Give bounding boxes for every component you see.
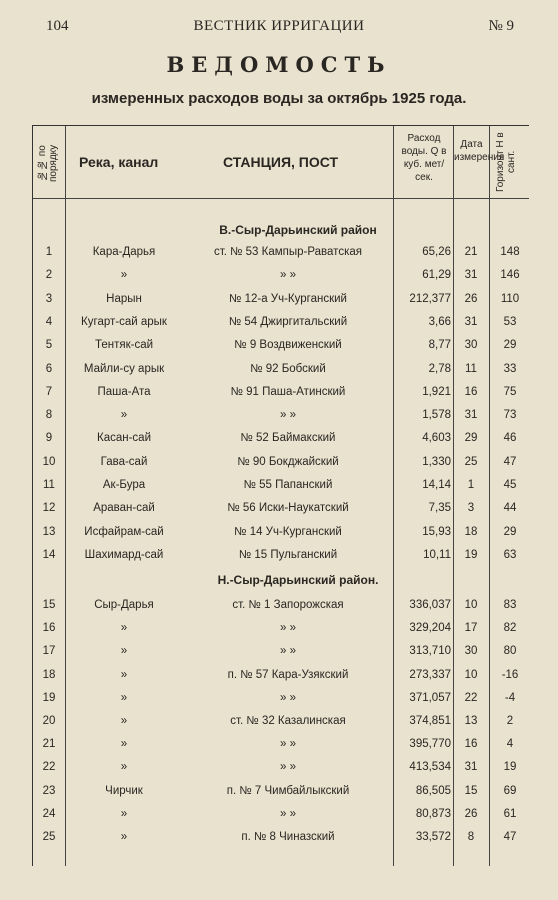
measure-date: 26 xyxy=(464,807,478,820)
flow-table xyxy=(32,125,529,866)
row-number: 4 xyxy=(45,315,53,328)
river-name: Араван-сай xyxy=(93,502,155,515)
measure-date: 10 xyxy=(464,668,478,681)
flow-value: 313,710 xyxy=(409,645,451,658)
issue-number: № 9 xyxy=(488,18,514,34)
flow-value: 14,14 xyxy=(422,479,451,491)
measure-date: 13 xyxy=(464,715,478,727)
measure-date: 30 xyxy=(464,339,478,352)
row-number: 21 xyxy=(42,738,56,751)
row-number: 6 xyxy=(45,362,53,375)
measure-date: 31 xyxy=(464,269,478,282)
station-name: п. № 57 Кара-Узякский xyxy=(227,668,349,681)
horizon-value: 44 xyxy=(503,502,517,515)
horizon-value: 82 xyxy=(503,622,517,635)
measure-date: 30 xyxy=(464,645,478,658)
flow-value: 2,78 xyxy=(428,362,451,375)
row-number: 24 xyxy=(42,807,56,820)
horizon-value: 47 xyxy=(503,831,517,843)
flow-value: 10,11 xyxy=(423,548,451,561)
station-name: № 92 Бобский xyxy=(250,362,326,375)
measure-date: 19 xyxy=(464,548,478,561)
table-row xyxy=(33,688,529,710)
river-name: » xyxy=(120,269,128,282)
river-name: Чирчик xyxy=(105,784,143,797)
river-name: Шахимард-сай xyxy=(84,548,164,561)
table-row xyxy=(33,665,529,687)
horizon-value: 47 xyxy=(503,455,517,468)
horizon-value: 83 xyxy=(503,599,517,611)
horizon-value: 53 xyxy=(503,315,517,328)
river-name: » xyxy=(120,409,128,422)
measure-date: 15 xyxy=(464,784,478,797)
table-row xyxy=(33,827,529,849)
river-name: Майли-су арык xyxy=(83,362,165,375)
header-flow: Расход воды. Q в куб. мет/сек. xyxy=(401,133,447,183)
station-name: № 9 Воздвиженский xyxy=(234,339,342,352)
row-number: 5 xyxy=(45,339,53,352)
table-row xyxy=(33,475,529,497)
horizon-value: 63 xyxy=(503,548,517,561)
horizon-value: 110 xyxy=(500,292,520,305)
station-name: » » xyxy=(280,645,296,658)
station-name: ст. № 53 Кампыр-Раватская xyxy=(214,246,362,258)
flow-value: 80,873 xyxy=(415,807,451,820)
measure-date: 11 xyxy=(465,362,477,375)
table-row xyxy=(33,804,529,826)
document-subtitle: измеренных расходов воды за октябрь 1925 года. xyxy=(91,90,467,107)
measure-date: 22 xyxy=(464,691,478,704)
flow-value: 336,037 xyxy=(409,599,451,611)
river-name: » xyxy=(120,622,128,635)
row-number: 15 xyxy=(42,599,56,611)
measure-date: 10 xyxy=(464,599,478,611)
river-name: Ак-Бура xyxy=(102,479,146,491)
station-name: № 55 Папанский xyxy=(243,479,333,491)
horizon-value: 29 xyxy=(503,525,517,538)
horizon-value: 4 xyxy=(506,738,514,751)
river-name: Паша-Ата xyxy=(97,385,151,398)
measure-date: 16 xyxy=(464,738,478,751)
table-row xyxy=(33,242,529,264)
header-station: СТАНЦИЯ, ПОСТ xyxy=(223,154,339,170)
horizon-value: 146 xyxy=(500,269,520,282)
horizon-value: 46 xyxy=(503,432,517,445)
measure-date: 3 xyxy=(467,502,475,515)
station-name: » » xyxy=(280,269,296,282)
table-row xyxy=(33,522,529,544)
section-label: Н.-Сыр-Дарьинский район. xyxy=(217,573,379,587)
row-number: 9 xyxy=(45,432,53,445)
flow-value: 1,578 xyxy=(422,409,451,422)
row-number: 3 xyxy=(45,292,53,305)
row-number: 13 xyxy=(42,525,56,538)
flow-value: 395,770 xyxy=(409,738,451,751)
station-name: № 56 Иски-Наукатский xyxy=(227,502,349,515)
river-name: » xyxy=(120,715,128,727)
row-number: 7 xyxy=(45,385,53,398)
row-number: 14 xyxy=(42,548,56,561)
flow-value: 8,77 xyxy=(428,339,451,352)
row-number: 2 xyxy=(45,269,53,282)
station-name: » » xyxy=(280,691,296,704)
measure-date: 8 xyxy=(467,831,475,843)
table-row xyxy=(33,452,529,474)
table-row xyxy=(33,428,529,450)
flow-value: 212,377 xyxy=(409,292,451,305)
measure-date: 31 xyxy=(464,761,478,774)
row-number: 23 xyxy=(42,784,56,797)
river-name: » xyxy=(120,645,128,658)
measure-date: 31 xyxy=(464,409,478,422)
flow-value: 1,921 xyxy=(422,385,451,398)
header-river: Река, канал xyxy=(79,154,159,170)
station-name: № 52 Баймакский xyxy=(240,432,336,445)
measure-date: 25 xyxy=(464,455,478,468)
river-name: Кара-Дарья xyxy=(92,246,156,258)
row-number: 12 xyxy=(42,502,56,515)
flow-value: 329,204 xyxy=(409,622,451,635)
document-title: ВЕДОМОСТЬ xyxy=(166,52,392,77)
header-divider xyxy=(33,198,529,199)
table-row xyxy=(33,359,529,381)
horizon-value: 69 xyxy=(503,784,517,797)
station-name: № 15 Пульганский xyxy=(238,548,338,561)
table-row xyxy=(33,289,529,311)
row-number: 16 xyxy=(42,622,56,635)
river-name: » xyxy=(120,831,128,843)
station-name: п. № 7 Чимбайлыкский xyxy=(226,784,350,797)
journal-title: ВЕСТНИК ИРРИГАЦИИ xyxy=(193,18,365,34)
horizon-value: 73 xyxy=(503,409,517,422)
river-name: » xyxy=(120,691,128,704)
flow-value: 33,572 xyxy=(415,831,451,843)
table-row xyxy=(33,618,529,640)
table-row xyxy=(33,405,529,427)
horizon-value: -4 xyxy=(504,691,516,704)
measure-date: 17 xyxy=(464,622,478,635)
river-name: Тентяк-сай xyxy=(94,339,154,352)
horizon-value: 19 xyxy=(503,761,517,774)
header-horizon: Горизонт H в сант. xyxy=(495,132,517,192)
river-name: » xyxy=(120,807,128,820)
row-number: 10 xyxy=(42,455,56,468)
river-name: » xyxy=(120,761,128,774)
river-name: Гава-сай xyxy=(100,455,148,468)
flow-value: 15,93 xyxy=(422,525,451,538)
measure-date: 18 xyxy=(464,525,478,538)
station-name: ст. № 32 Казалинская xyxy=(230,715,346,727)
row-number: 17 xyxy=(42,645,56,658)
flow-value: 374,851 xyxy=(409,715,451,727)
row-number: 1 xyxy=(45,246,53,258)
row-number: 19 xyxy=(42,691,56,704)
section-label: В.-Сыр-Дарьинский район xyxy=(219,223,377,237)
station-name: № 54 Джиргитальский xyxy=(228,315,348,328)
station-name: № 90 Бокджайский xyxy=(237,455,339,468)
measure-date: 1 xyxy=(467,479,475,491)
river-name: Нарын xyxy=(106,292,142,305)
table-row xyxy=(33,545,529,567)
horizon-value: 33 xyxy=(503,362,517,375)
header-date: Дата измерения xyxy=(454,139,505,163)
flow-value: 371,057 xyxy=(409,691,451,704)
row-number: 11 xyxy=(43,479,55,491)
station-name: » » xyxy=(280,738,296,751)
flow-value: 273,337 xyxy=(409,668,451,681)
table-row xyxy=(33,781,529,803)
measure-date: 21 xyxy=(464,246,478,258)
horizon-value: 45 xyxy=(503,479,517,491)
flow-value: 4,603 xyxy=(422,432,451,445)
row-number: 20 xyxy=(42,715,56,727)
horizon-value: 61 xyxy=(503,807,517,820)
header-no: №№ по порядку xyxy=(37,144,59,182)
table-row xyxy=(33,498,529,520)
measure-date: 16 xyxy=(464,385,478,398)
measure-date: 29 xyxy=(464,432,478,445)
river-name: Исфайрам-сай xyxy=(84,525,164,538)
river-name: » xyxy=(120,738,128,751)
horizon-value: 75 xyxy=(503,385,517,398)
table-row xyxy=(33,312,529,334)
table-row xyxy=(33,757,529,779)
river-name: » xyxy=(120,668,128,681)
horizon-value: 29 xyxy=(503,339,517,352)
station-name: » » xyxy=(280,807,296,820)
table-row xyxy=(33,711,529,733)
station-name: п. № 8 Чиназский xyxy=(241,831,335,843)
horizon-value: 80 xyxy=(503,645,517,658)
flow-value: 7,35 xyxy=(428,502,451,515)
horizon-value: 2 xyxy=(506,715,514,727)
table-row xyxy=(33,335,529,357)
flow-value: 65,26 xyxy=(422,246,451,258)
station-name: » » xyxy=(280,409,296,422)
station-name: » » xyxy=(280,622,296,635)
row-number: 22 xyxy=(42,761,56,774)
flow-value: 1,330 xyxy=(422,455,451,468)
measure-date: 26 xyxy=(464,292,478,305)
station-name: ст. № 1 Запорожская xyxy=(232,599,344,611)
flow-value: 86,505 xyxy=(415,784,451,797)
horizon-value: -16 xyxy=(501,668,519,681)
measure-date: 31 xyxy=(464,315,478,328)
row-number: 8 xyxy=(45,409,53,422)
horizon-value: 148 xyxy=(500,246,520,258)
river-name: Касан-сай xyxy=(97,432,151,445)
flow-value: 413,534 xyxy=(409,761,451,774)
table-row xyxy=(33,641,529,663)
flow-value: 61,29 xyxy=(422,269,451,282)
river-name: Кугарт-сай арык xyxy=(81,315,167,328)
page-header xyxy=(0,18,558,40)
table-row xyxy=(33,265,529,287)
row-number: 25 xyxy=(42,831,56,843)
row-number: 18 xyxy=(42,668,56,681)
table-row xyxy=(33,595,529,617)
page-number: 104 xyxy=(46,18,69,34)
river-name: Сыр-Дарья xyxy=(94,599,154,611)
table-row xyxy=(33,734,529,756)
station-name: № 12-а Уч-Курганский xyxy=(229,292,347,305)
station-name: № 91 Паша-Атинский xyxy=(230,385,346,398)
station-name: № 14 Уч-Курганский xyxy=(234,525,342,538)
table-row xyxy=(33,382,529,404)
station-name: » » xyxy=(280,761,296,774)
flow-value: 3,66 xyxy=(428,315,451,328)
